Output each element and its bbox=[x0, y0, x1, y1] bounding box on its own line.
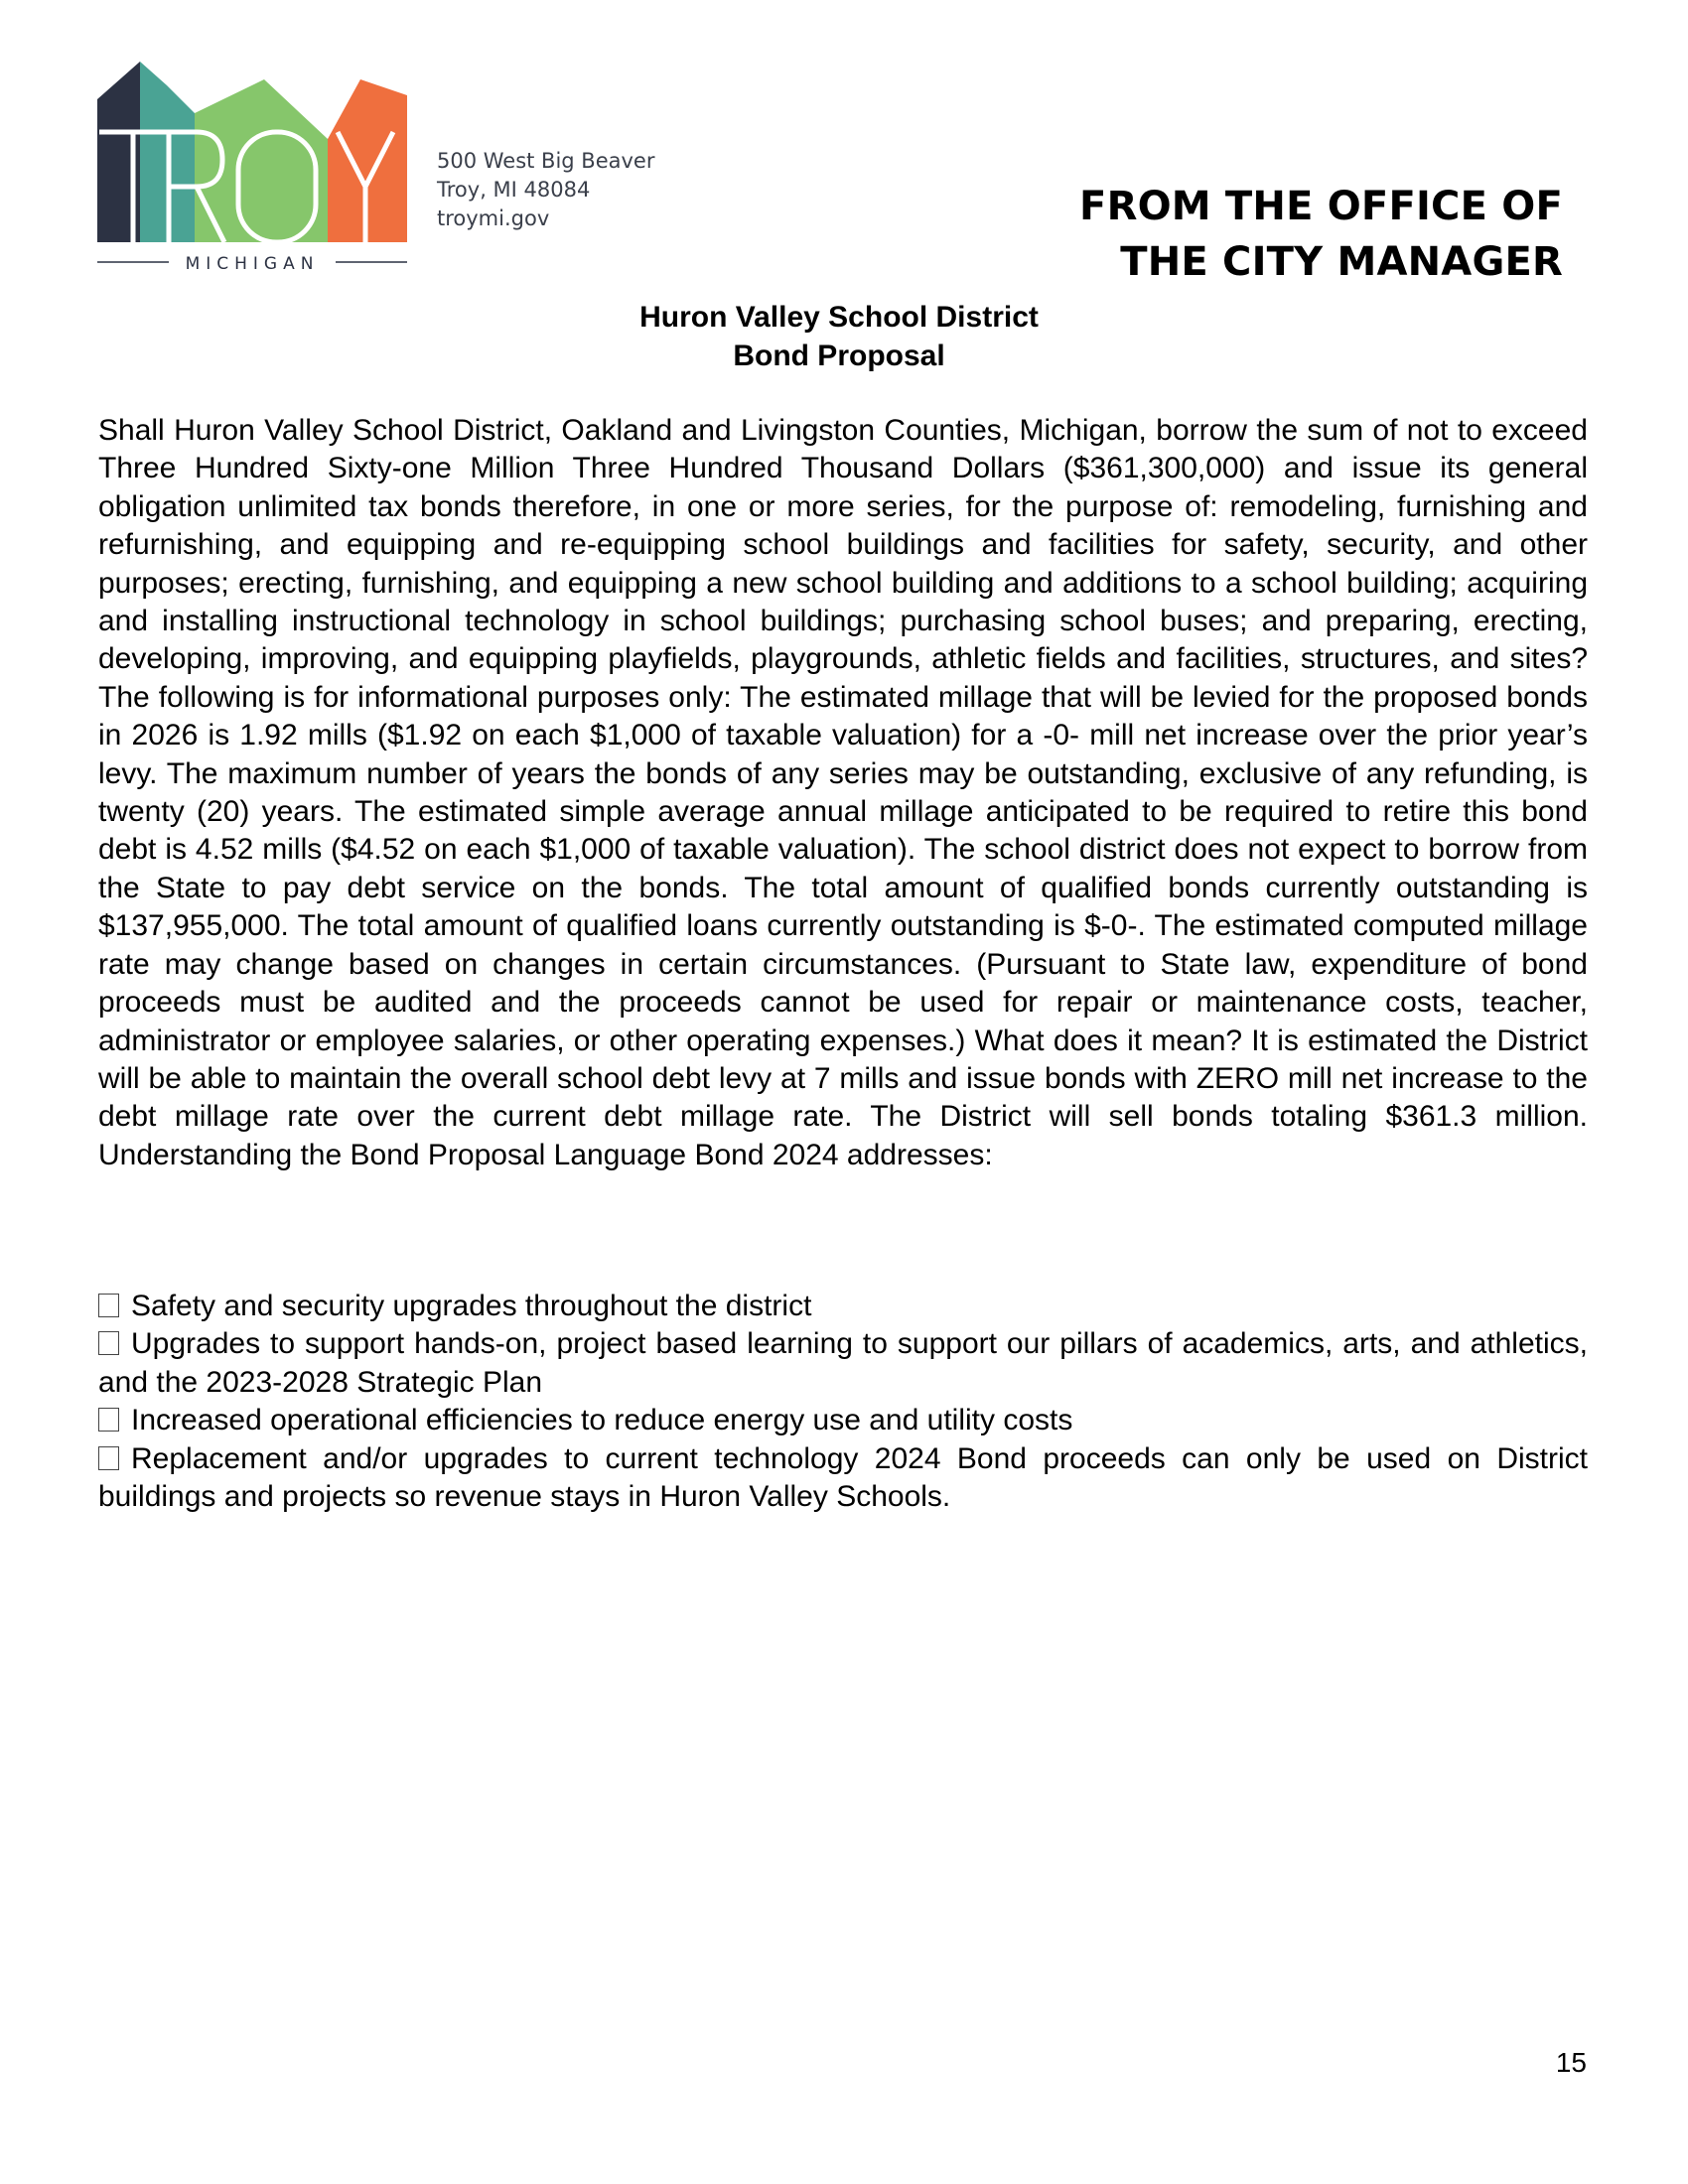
missing-glyph-box-icon bbox=[98, 1294, 119, 1317]
missing-glyph-box-icon bbox=[98, 1446, 119, 1470]
troy-michigan-logo bbox=[97, 58, 407, 276]
address-website: troymi.gov bbox=[437, 206, 550, 230]
document-title bbox=[0, 298, 1688, 375]
bullet-text: Increased operational efficiencies to reduce energy use and utility costs bbox=[131, 1404, 1073, 1437]
page-number: 15 bbox=[1555, 2047, 1587, 2078]
office-heading-line-2: THE CITY MANAGER bbox=[1120, 239, 1563, 285]
proposal-body: Shall Huron Valley School District, Oakland and Livingston Counties, Michigan, borrow the sum of not to exceed Three Hundred Sixty-one Million Three Hundred Thousand Dollars ($361,300,000) and issue its general obligation unlimited tax bonds therefore, in one or more series, for the purpose of: remodeling, furnishing and refurnishing, and equipping and re-equipping school buildings and facilities for safety, security, and other purposes; erecting, furnishing, and equipping a new school building and additions to a school building; acquiring and installing instructional technology in school buildings; purchasing school buses; and preparing, erecting, developing, improving, and equipping playfields, playgrounds, athletic fields and facilities, structures, and sites? The following is for informational purposes only: The estimated millage that will be levied for the proposed bonds in 2026 is 1.92 mills ($1.92 on each $1,000 of taxable valuation) for a -0- mill net increase over the prior year’s levy. The maximum number of years the bonds of any series may be outstanding, exclusive of any refunding, is twenty (20) years. The estimated simple average annual millage anticipated to be required to retire this bond debt is 4.52 mills ($4.52 on each $1,000 of taxable valuation). The school district does not expect to borrow from the State to pay debt service on the bonds. The total amount of qualified bonds currently outstanding is $137,955,000. The total amount of qualified loans currently outstanding is $-0-. The estimated computed millage rate may change based on changes in certain circumstances. (Pursuant to State law, expenditure of bond proceeds must be audited and the proceeds cannot be used for repair or maintenance costs, teacher, administrator or employee salaries, or other operating expenses.) What does it mean? It is estimated the District will be able to maintain the overall school debt levy at 7 mills and issue bonds with ZERO mill net increase to the debt millage rate over the current debt millage rate. The District will sell bonds totaling $361.3 million. Understanding the Bond Proposal Language Bond 2024 addresses: bbox=[98, 414, 1588, 1171]
svg-text:MICHIGAN: MICHIGAN bbox=[185, 254, 320, 274]
document-title-line-2: Bond Proposal bbox=[733, 340, 945, 372]
address-city: Troy, MI 48084 bbox=[437, 178, 591, 202]
bullet-item-efficiency bbox=[98, 1402, 1588, 1439]
bullet-item-safety bbox=[98, 1288, 1588, 1325]
address-block bbox=[437, 147, 655, 233]
bullet-item-technology bbox=[98, 1440, 1588, 1517]
missing-glyph-box-icon bbox=[98, 1408, 119, 1432]
bullet-text: Replacement and/or upgrades to current technology 2024 Bond proceeds can only be used on District buildings and projects so revenue stays in Huron Valley Schools. bbox=[98, 1441, 1588, 1514]
bullet-item-learning bbox=[98, 1325, 1588, 1402]
document-title-line-1: Huron Valley School District bbox=[639, 301, 1039, 334]
bullet-list bbox=[98, 1288, 1588, 1516]
bullet-text: Safety and security upgrades throughout the district bbox=[131, 1290, 812, 1322]
bullet-text: Upgrades to support hands-on, project based learning to support our pillars of academics, arts, and athletics, and the 2023-2028 Strategic Plan bbox=[98, 1327, 1588, 1399]
office-heading-line-1: FROM THE OFFICE OF bbox=[1079, 184, 1563, 229]
office-heading bbox=[1079, 179, 1563, 290]
address-street: 500 West Big Beaver bbox=[437, 149, 655, 173]
missing-glyph-box-icon bbox=[98, 1331, 119, 1355]
